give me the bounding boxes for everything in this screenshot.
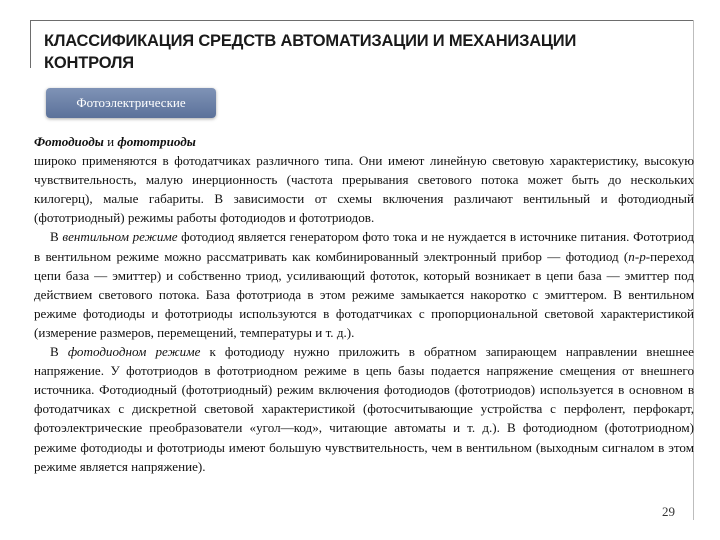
content-heading bbox=[34, 132, 694, 151]
slide-content bbox=[34, 132, 694, 476]
slide-frame-top-line bbox=[30, 20, 694, 21]
p2-text-part2: -переход цепи база — эмиттер) и собственно триод, усиливающий фототок, который возникает в цепи база — эмиттер под действием светового потока. База фототриода в этом режиме замыкается накоротко с эмиттером. В вентильном режиме фотодиоды и фототриоды используются в фотодатчиках с пропорциональной световой характеристикой (измерение размеров, перемещений, температуры и т. д.). bbox=[34, 248, 694, 340]
heading-conjunction: и bbox=[103, 134, 118, 149]
paragraph-2 bbox=[34, 227, 694, 342]
page-number: 29 bbox=[662, 504, 675, 519]
paragraph-1: широко применяются в фотодатчиках различного типа. Они имеют линейную световую характеристику, высокую чувствительность, малую инерционность (частота прерывания светового потока может быть до нескольких килогерц), малые габариты. В зависимости от схемы включения различают вентильный и фотодиодный (фототриодный) режимы работы фотодиодов и фототриодов. bbox=[34, 153, 694, 226]
slide-frame-left-line bbox=[30, 20, 31, 68]
p2-term-np: n-p bbox=[628, 248, 646, 264]
p3-lead: В bbox=[50, 344, 68, 360]
category-badge: Фотоэлектрические bbox=[46, 88, 216, 118]
p2-lead: В bbox=[50, 229, 63, 245]
slide-title: КЛАССИФИКАЦИЯ СРЕДСТВ АВТОМАТИЗАЦИИ И МЕХАНИЗАЦИИ КОНТРОЛЯ bbox=[44, 32, 577, 72]
p2-text-part1: фотодиод является генератором фото тока и не нуждается в источнике питания. Фототриод в вентильном режиме можно рассматривать как комбинированный электронный прибор — фотодиод ( bbox=[34, 229, 694, 264]
p2-term-ventil-mode: вентильном режиме bbox=[62, 229, 178, 245]
paragraph-3 bbox=[34, 342, 694, 476]
heading-phototriodes: фототриоды bbox=[117, 134, 196, 149]
p3-text: к фотодиоду нужно приложить в обратном запирающем направлении внешнее напряжение. У фототриодов в фототриодном режиме в цепь базы подается напряжение смещения от внешнего источника. Фотодиодный (фототриодный) режим включения фотодиодов (фототриодов) используется в основном в фотодатчиках с дискретной световой характеристикой (фотосчитывающие устройства с перфолент, перфокарт, фотоэлектрические преобразователи «угол—код», читающие автоматы и т. д.). В фотодиодном (фототриодном) режиме фотодиоды и фототриоды имеют большую чувствительность, чем в вентильном (выходным сигналом в этом режиме является напряжение). bbox=[34, 344, 694, 474]
p3-term-photodiode-mode: фотодиодном режиме bbox=[67, 344, 201, 360]
heading-photodiodes: Фотодиоды bbox=[34, 134, 104, 149]
